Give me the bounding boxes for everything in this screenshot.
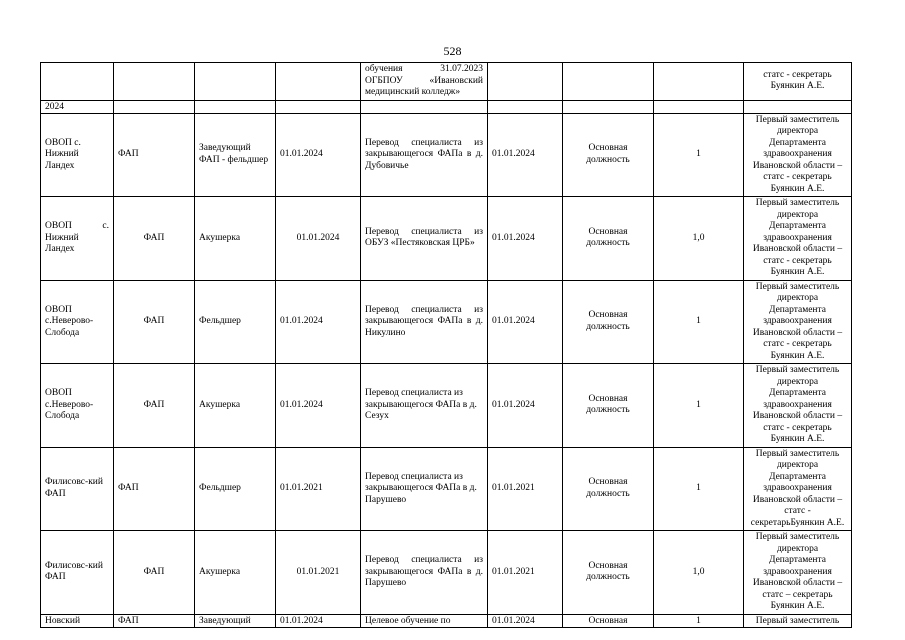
org-cell: ОВОП с. Нижний Ландех: [41, 113, 114, 197]
table-row: [41, 113, 852, 197]
date-start-cell: 01.01.2024: [276, 113, 361, 197]
training-cell: обучения 31.07.2023 ОГБПОУ «Ивановский медицинский колледж»: [361, 63, 488, 101]
date-end-cell: 01.01.2024: [488, 614, 563, 627]
reason-cell: Перевод специалиста из закрывающегося ФАПа в д. Сезух: [361, 364, 488, 448]
reason-cell: Целевое обучение по: [361, 614, 488, 627]
unit-cell: ФАП: [114, 197, 195, 281]
date-end-cell: 01.01.2024: [488, 197, 563, 281]
date-start-cell: 01.01.2024: [276, 280, 361, 364]
rate-cell: 1,0: [654, 531, 744, 615]
reason-cell: Перевод специалиста из закрывающегося ФАПа в д. Никулино: [361, 280, 488, 364]
org-cell: ОВОП с. Нижний Ландех: [41, 197, 114, 281]
date-start-cell: 01.01.2024: [276, 614, 361, 627]
position-cell: Акушерка: [195, 531, 276, 615]
reason-cell: Перевод специалиста из закрывающегося ФАПа в д. Парушево: [361, 447, 488, 531]
staffing-table: [40, 62, 852, 628]
year-row: [41, 100, 852, 113]
position-cell: Заведующий ФАП - фельдшер: [195, 113, 276, 197]
position-type-cell: Основная должность: [563, 197, 654, 281]
position-type-cell: Основная: [563, 614, 654, 627]
rate-cell: 1: [654, 614, 744, 627]
date-start-cell: 01.01.2021: [276, 531, 361, 615]
reason-cell: Перевод специалиста из ОБУЗ «Пестяковская ЦРБ»: [361, 197, 488, 281]
continuation-row: [41, 63, 852, 101]
year-label: 2024: [41, 100, 114, 113]
approver-cell: Первый заместитель: [744, 614, 852, 627]
reason-cell: Перевод специалиста из закрывающегося ФАПа в д. Дубовичье: [361, 113, 488, 197]
position-cell: Фельдшер: [195, 280, 276, 364]
org-cell: ОВОП с.Неверово-Слобода: [41, 280, 114, 364]
org-cell: ОВОП с.Неверово-Слобода: [41, 364, 114, 448]
position-type-cell: Основная должность: [563, 447, 654, 531]
approver-cell: Первый заместитель директора Департамента здравоохранения Ивановской области – статс – секретарь Буянкин А.Е.: [744, 531, 852, 615]
table-row: [41, 614, 852, 627]
table-row: [41, 197, 852, 281]
unit-cell: ФАП: [114, 280, 195, 364]
page-number: 528: [443, 44, 462, 58]
unit-cell: ФАП: [114, 531, 195, 615]
table-row: [41, 280, 852, 364]
date-end-cell: 01.01.2021: [488, 531, 563, 615]
unit-cell: ФАП: [114, 113, 195, 197]
rate-cell: 1,0: [654, 197, 744, 281]
date-end-cell: 01.01.2024: [488, 113, 563, 197]
rate-cell: 1: [654, 447, 744, 531]
position-cell: Фельдшер: [195, 447, 276, 531]
unit-cell: ФАП: [114, 364, 195, 448]
position-type-cell: Основная должность: [563, 531, 654, 615]
approver-cell: Первый заместитель директора Департамента здравоохранения Ивановской области – статс - секретарь Буянкин А.Е.: [744, 113, 852, 197]
position-type-cell: Основная должность: [563, 280, 654, 364]
approver-cell: Первый заместитель директора Департамента здравоохранения Ивановской области – статс - секретарь Буянкин А.Е.: [744, 280, 852, 364]
position-cell: Заведующий: [195, 614, 276, 627]
approver-cell: статс - секретарь Буянкин А.Е.: [744, 63, 852, 101]
table-row: [41, 447, 852, 531]
unit-cell: ФАП: [114, 614, 195, 627]
date-end-cell: 01.01.2024: [488, 280, 563, 364]
reason-cell: Перевод специалиста из закрывающегося ФАПа в д. Парушево: [361, 531, 488, 615]
approver-cell: Первый заместитель директора Департамента здравоохранения Ивановской области – статс - секретарь Буянкин А.Е.: [744, 197, 852, 281]
table-row: [41, 531, 852, 615]
unit-cell: ФАП: [114, 447, 195, 531]
position-type-cell: Основная должность: [563, 364, 654, 448]
org-cell: Новский: [41, 614, 114, 627]
table-row: [41, 364, 852, 448]
date-start-cell: 01.01.2021: [276, 447, 361, 531]
rate-cell: 1: [654, 280, 744, 364]
date-start-cell: 01.01.2024: [276, 364, 361, 448]
date-end-cell: 01.01.2021: [488, 447, 563, 531]
rate-cell: 1: [654, 364, 744, 448]
date-end-cell: 01.01.2024: [488, 364, 563, 448]
rate-cell: 1: [654, 113, 744, 197]
date-start-cell: 01.01.2024: [276, 197, 361, 281]
position-cell: Акушерка: [195, 197, 276, 281]
org-cell: Филисовс-кий ФАП: [41, 447, 114, 531]
position-type-cell: Основная должность: [563, 113, 654, 197]
org-cell: Филисовс-кий ФАП: [41, 531, 114, 615]
approver-cell: Первый заместитель директора Департамента здравоохранения Ивановской области – статс - секретарь Буянкин А.Е.: [744, 364, 852, 448]
position-cell: Акушерка: [195, 364, 276, 448]
approver-cell: Первый заместитель директора Департамента здравоохранения Ивановской области – статс - секретарьБуянкин А.Е.: [744, 447, 852, 531]
